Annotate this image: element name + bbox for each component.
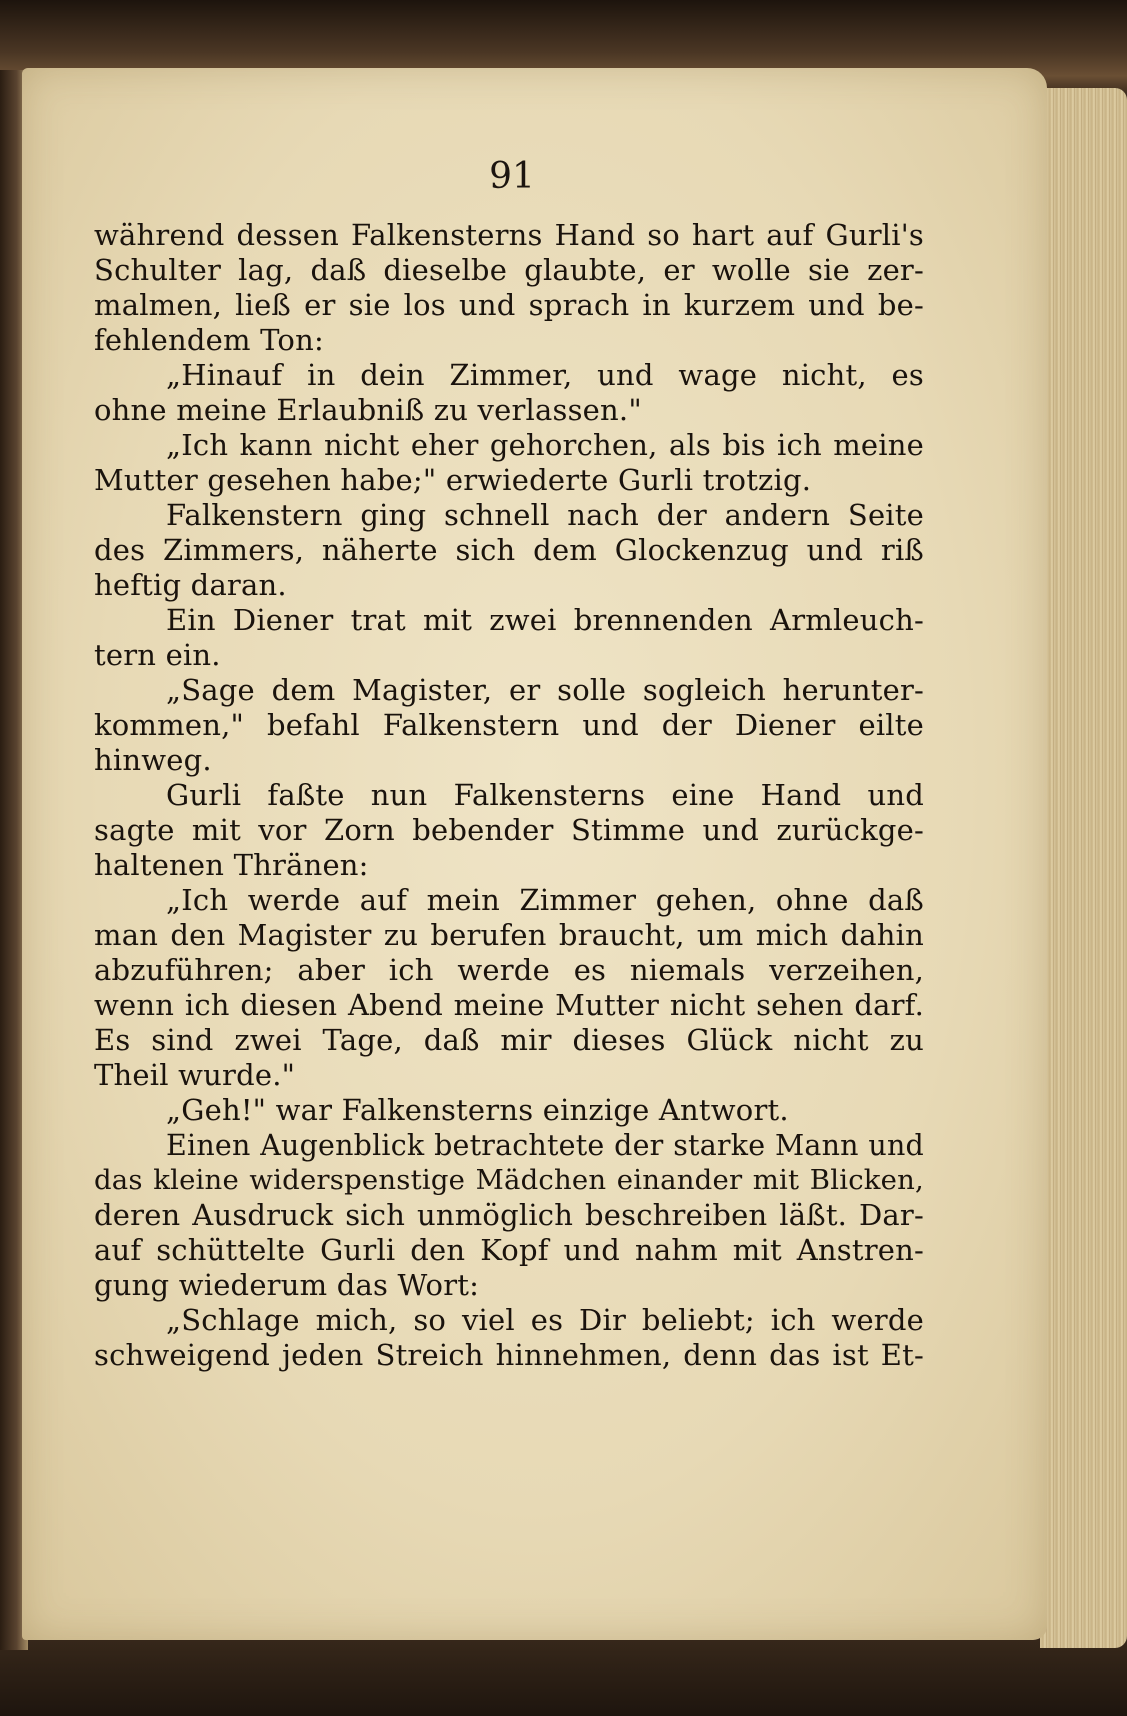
page-text (94, 218, 924, 1373)
text-line: „Geh!" war Falkensterns einzige Antwort. (166, 1093, 789, 1127)
text-line: das kleine widerspenstige Mädchen einander mit Blicken, (94, 1164, 924, 1196)
text-line: „Ich kann nicht eher gehorchen, als bis ich meine (166, 428, 924, 462)
text-line: gung wiederum das Wort: (94, 1268, 480, 1302)
text-line: tern ein. (94, 638, 221, 672)
text-line: heftig daran. (94, 568, 287, 602)
text-line: Einen Augenblick betrachtete der starke Mann und (166, 1129, 924, 1162)
text-line: deren Ausdruck sich unmöglich beschreiben läßt. Dar- (94, 1198, 924, 1232)
text-line: wenn ich diesen Abend meine Mutter nicht sehen darf. (94, 988, 924, 1022)
text-line: kommen," befahl Falkenstern und der Diener eilte (94, 708, 924, 742)
text-line: „Ich werde auf mein Zimmer gehen, ohne daß (166, 883, 924, 917)
text-line: Gurli faßte nun Falkensterns eine Hand und (166, 778, 924, 812)
text-line: „Hinauf in dein Zimmer, und wage nicht, es (166, 358, 924, 392)
text-line: schweigend jeden Streich hinnehmen, denn das ist Et- (94, 1338, 924, 1372)
book-cover-bottom (0, 1628, 1127, 1716)
text-line: sagte mit vor Zorn bebender Stimme und zurückge- (94, 813, 924, 847)
text-line: fehlendem Ton: (94, 323, 324, 357)
page-edges (1040, 88, 1127, 1648)
text-line: „Sage dem Magister, er solle sogleich herunter- (166, 673, 924, 707)
text-line: Ein Diener trat mit zwei brennenden Armleuch- (166, 603, 924, 637)
page-number: 91 (489, 156, 535, 197)
text-line: des Zimmers, näherte sich dem Glockenzug und riß (94, 533, 924, 567)
text-line: Falkenstern ging schnell nach der andern Seite (166, 498, 924, 532)
book-page (22, 68, 1047, 1640)
text-line: Mutter gesehen habe;" erwiederte Gurli trotzig. (94, 463, 812, 497)
text-line: malmen, ließ er sie los und sprach in kurzem und be- (94, 288, 924, 322)
text-line: hinweg. (94, 743, 212, 777)
text-line: Schulter lag, daß dieselbe glaubte, er wolle sie zer- (94, 253, 924, 287)
text-line: abzuführen; aber ich werde es niemals verzeihen, (94, 953, 924, 987)
text-line: ohne meine Erlaubniß zu verlassen." (94, 393, 642, 427)
text-line: während dessen Falkensterns Hand so hart auf Gurli's (94, 218, 924, 252)
text-line: Theil wurde." (94, 1058, 296, 1092)
text-line: haltenen Thränen: (94, 848, 369, 882)
text-line: auf schüttelte Gurli den Kopf und nahm mit Anstren- (94, 1233, 924, 1267)
text-line: „Schlage mich, so viel es Dir beliebt; ich werde (166, 1303, 924, 1337)
text-line: man den Magister zu berufen braucht, um mich dahin (94, 918, 924, 952)
text-line: Es sind zwei Tage, daß mir dieses Glück nicht zu (94, 1023, 924, 1057)
